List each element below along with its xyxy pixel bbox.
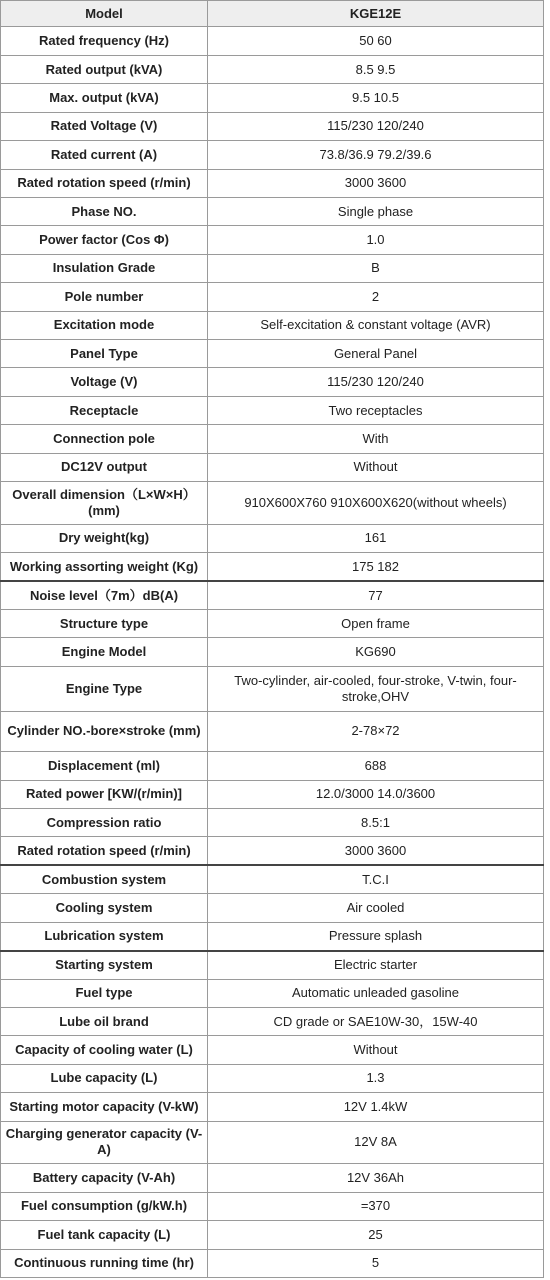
spec-value: 8.5:1	[208, 808, 544, 836]
spec-value: 115/230 120/240	[208, 112, 544, 140]
spec-value: =370	[208, 1192, 544, 1220]
table-row	[1, 922, 544, 950]
table-row	[1, 837, 544, 865]
table-row	[1, 226, 544, 254]
spec-label: Charging generator capacity (V-A)	[1, 1121, 208, 1164]
spec-value: Two receptacles	[208, 396, 544, 424]
spec-value: 115/230 120/240	[208, 368, 544, 396]
spec-label: Pole number	[1, 283, 208, 311]
spec-label: Combustion system	[1, 865, 208, 893]
table-row	[1, 1221, 544, 1249]
spec-label: Overall dimension（L×W×H）(mm)	[1, 482, 208, 525]
spec-label: Rated frequency (Hz)	[1, 27, 208, 55]
spec-value: 12V 1.4kW	[208, 1093, 544, 1121]
spec-label: Structure type	[1, 610, 208, 638]
table-row	[1, 1249, 544, 1278]
spec-value: 2-78×72	[208, 711, 544, 752]
spec-label: Rated rotation speed (r/min)	[1, 837, 208, 865]
table-row	[1, 55, 544, 83]
table-row	[1, 610, 544, 638]
spec-value: Without	[208, 1036, 544, 1064]
spec-value: B	[208, 254, 544, 282]
spec-value: CD grade or SAE10W-30，15W-40	[208, 1007, 544, 1035]
spec-label: Rated Voltage (V)	[1, 112, 208, 140]
spec-label: Lube oil brand	[1, 1007, 208, 1035]
spec-value: 175 182	[208, 553, 544, 581]
spec-label: Starting system	[1, 951, 208, 979]
spec-value: 12.0/3000 14.0/3600	[208, 780, 544, 808]
spec-label: Battery capacity (V-Ah)	[1, 1164, 208, 1192]
table-row	[1, 482, 544, 525]
spec-value: Automatic unleaded gasoline	[208, 979, 544, 1007]
table-row	[1, 1007, 544, 1035]
spec-value: 77	[208, 581, 544, 609]
table-row	[1, 169, 544, 197]
spec-label: Rated current (A)	[1, 141, 208, 169]
spec-value: 9.5 10.5	[208, 84, 544, 112]
spec-label: Insulation Grade	[1, 254, 208, 282]
table-row	[1, 865, 544, 893]
spec-label: Fuel type	[1, 979, 208, 1007]
spec-value: 50 60	[208, 27, 544, 55]
spec-label: Dry weight(kg)	[1, 524, 208, 552]
spec-value: Self-excitation & constant voltage (AVR)	[208, 311, 544, 339]
spec-label: Panel Type	[1, 340, 208, 368]
spec-value: 8.5 9.5	[208, 55, 544, 83]
spec-value: With	[208, 425, 544, 453]
spec-value: KG690	[208, 638, 544, 666]
spec-value: 3000 3600	[208, 837, 544, 865]
spec-label: Working assorting weight (Kg)	[1, 553, 208, 581]
spec-label: Max. output (kVA)	[1, 84, 208, 112]
table-row	[1, 141, 544, 169]
spec-label: Displacement (ml)	[1, 752, 208, 780]
table-row	[1, 711, 544, 752]
table-row	[1, 752, 544, 780]
spec-label: Fuel tank capacity (L)	[1, 1221, 208, 1249]
table-row	[1, 311, 544, 339]
spec-value: 12V 8A	[208, 1121, 544, 1164]
table-row	[1, 1064, 544, 1092]
spec-value: Two-cylinder, air-cooled, four-stroke, V-twin, four-stroke,OHV	[208, 666, 544, 711]
table-row	[1, 453, 544, 481]
spec-value: Open frame	[208, 610, 544, 638]
spec-label: Rated power [KW/(r/min)]	[1, 780, 208, 808]
spec-label: Rated rotation speed (r/min)	[1, 169, 208, 197]
spec-label: DC12V output	[1, 453, 208, 481]
table-row	[1, 894, 544, 922]
spec-label: Starting motor capacity (V-kW)	[1, 1093, 208, 1121]
spec-value: 12V 36Ah	[208, 1164, 544, 1192]
table-row	[1, 340, 544, 368]
table-row	[1, 524, 544, 552]
spec-value: 3000 3600	[208, 169, 544, 197]
spec-value: 161	[208, 524, 544, 552]
spec-label: Cooling system	[1, 894, 208, 922]
spec-label: Voltage (V)	[1, 368, 208, 396]
table-row	[1, 84, 544, 112]
spec-value: 910X600X760 910X600X620(without wheels)	[208, 482, 544, 525]
table-row	[1, 425, 544, 453]
spec-table-body	[1, 1, 544, 1278]
spec-label: Cylinder NO.-bore×stroke (mm)	[1, 711, 208, 752]
table-row	[1, 368, 544, 396]
table-row	[1, 951, 544, 979]
table-row	[1, 780, 544, 808]
table-row	[1, 581, 544, 609]
table-row	[1, 1121, 544, 1164]
spec-value: Electric starter	[208, 951, 544, 979]
table-row	[1, 979, 544, 1007]
spec-value: 5	[208, 1249, 544, 1278]
table-row	[1, 638, 544, 666]
spec-value: 25	[208, 1221, 544, 1249]
spec-label: Continuous running time (hr)	[1, 1249, 208, 1278]
table-row	[1, 197, 544, 225]
spec-value: 688	[208, 752, 544, 780]
spec-value: 1.0	[208, 226, 544, 254]
table-row	[1, 1036, 544, 1064]
spec-label: Engine Type	[1, 666, 208, 711]
spec-label: Engine Model	[1, 638, 208, 666]
table-row	[1, 1093, 544, 1121]
table-row	[1, 254, 544, 282]
spec-label: Phase NO.	[1, 197, 208, 225]
spec-label: Lube capacity (L)	[1, 1064, 208, 1092]
table-row	[1, 112, 544, 140]
spec-label: Rated output (kVA)	[1, 55, 208, 83]
table-row	[1, 1164, 544, 1192]
spec-value: Air cooled	[208, 894, 544, 922]
spec-value: Pressure splash	[208, 922, 544, 950]
spec-label: Excitation mode	[1, 311, 208, 339]
spec-value: 2	[208, 283, 544, 311]
spec-value: T.C.I	[208, 865, 544, 893]
spec-value: 73.8/36.9 79.2/39.6	[208, 141, 544, 169]
spec-label: Receptacle	[1, 396, 208, 424]
spec-label: Compression ratio	[1, 808, 208, 836]
header-label: Model	[1, 1, 208, 27]
header-model-value: KGE12E	[208, 1, 544, 27]
spec-value: Single phase	[208, 197, 544, 225]
table-row	[1, 553, 544, 581]
table-row	[1, 808, 544, 836]
spec-label: Noise level（7m）dB(A)	[1, 581, 208, 609]
spec-label: Connection pole	[1, 425, 208, 453]
table-row	[1, 27, 544, 55]
table-row	[1, 666, 544, 711]
spec-value: 1.3	[208, 1064, 544, 1092]
spec-label: Power factor (Cos Φ)	[1, 226, 208, 254]
table-header-row	[1, 1, 544, 27]
spec-value: Without	[208, 453, 544, 481]
spec-label: Capacity of cooling water (L)	[1, 1036, 208, 1064]
table-row	[1, 1192, 544, 1220]
spec-label: Lubrication system	[1, 922, 208, 950]
spec-value: General Panel	[208, 340, 544, 368]
spec-label: Fuel consumption (g/kW.h)	[1, 1192, 208, 1220]
table-row	[1, 396, 544, 424]
table-row	[1, 283, 544, 311]
